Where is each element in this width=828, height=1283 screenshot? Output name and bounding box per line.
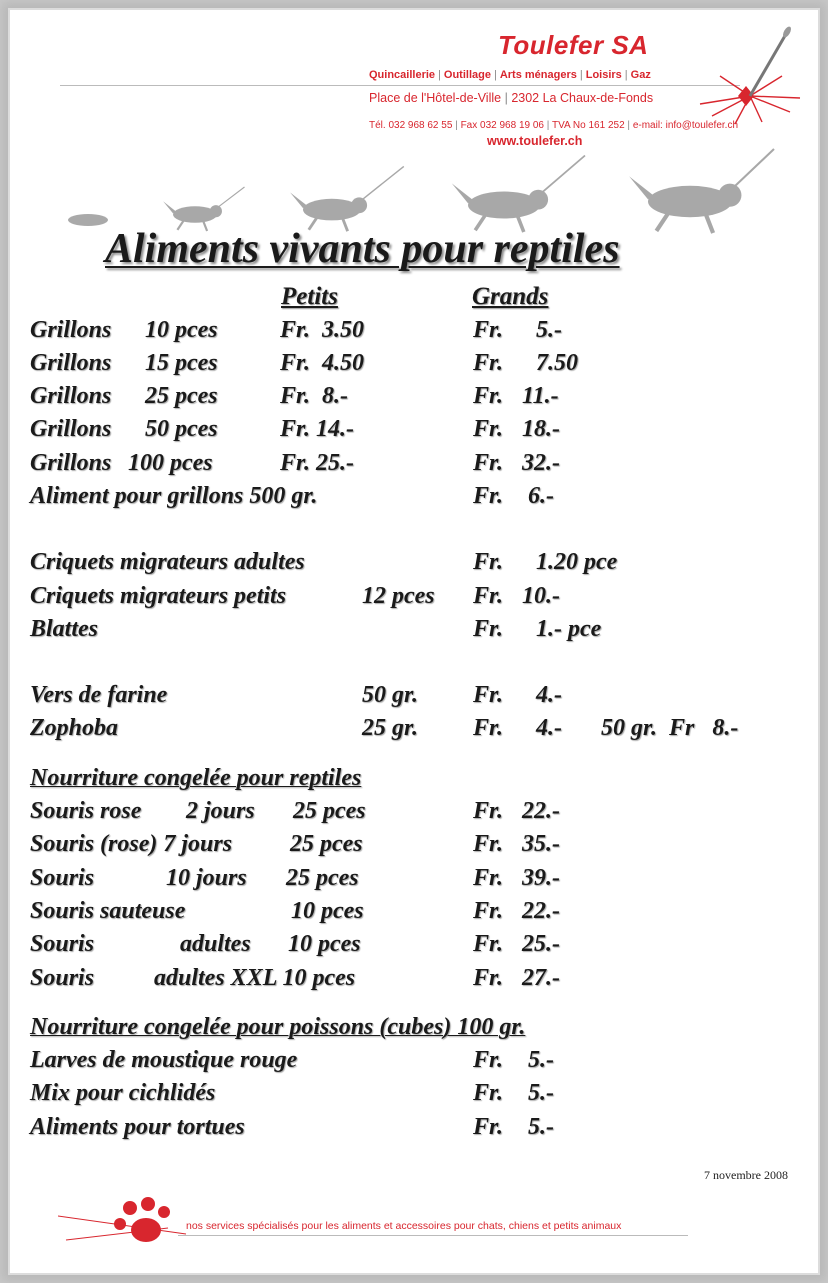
cricket-food-label: Aliment pour grillons 500 gr. — [30, 483, 318, 509]
table-row-label: Grillons — [30, 383, 112, 409]
table-row-currency: Fr. — [473, 965, 504, 991]
column-heading-small: Petits — [281, 283, 338, 310]
table-row-price-large: 32.- — [522, 450, 560, 476]
table-row-label: Souris — [30, 931, 95, 957]
cricket-food-currency: Fr. — [473, 483, 504, 509]
table-row-label: Grillons — [30, 450, 112, 476]
price-list-page — [8, 8, 820, 1275]
table-row-currency: Fr. — [473, 450, 504, 476]
table-row-currency: Fr. — [473, 350, 504, 376]
footer-tagline: nos services spécialisés pour les aliments et accessoires pour chats, chiens et petits animaux — [186, 1220, 622, 1232]
table-row-label: Souris sauteuse — [30, 898, 186, 924]
email: e-mail: info@toulefer.ch — [632, 120, 739, 131]
page-title: Aliments vivants pour reptiles — [105, 226, 620, 272]
table-row-currency: Fr. — [473, 383, 504, 409]
category-item: Arts ménagers — [499, 69, 577, 81]
table-row-currency: Fr. — [473, 549, 504, 575]
table-row-label: Souris rose — [30, 798, 142, 824]
table-row-currency: Fr. — [473, 831, 504, 857]
table-row-price-small: Fr. 8.- — [280, 383, 349, 409]
category-item: Loisirs — [585, 69, 622, 81]
table-row-price: 5.- — [528, 1080, 554, 1106]
table-row-price: 10.- — [522, 583, 560, 609]
table-row-price: 4.- — [536, 682, 562, 708]
table-row-label: Souris — [30, 965, 95, 991]
contact-line: Tél. 032 968 62 55 | Fax 032 968 19 06 | TVA No 161 252 | e-mail: info@toulefer.ch — [369, 120, 739, 131]
table-row-price: 22.- — [522, 798, 560, 824]
table-row-age: adultes — [180, 931, 251, 957]
website: www.toulefer.ch — [487, 134, 583, 148]
table-row-qty: 25 pces — [145, 383, 218, 409]
tva-number: TVA No 161 252 — [551, 120, 625, 131]
table-row-currency: Fr. — [473, 317, 504, 343]
table-row-label: Vers de farine — [30, 682, 168, 708]
table-row-price-large: 5.- — [536, 317, 562, 343]
table-row-currency: Fr. — [473, 931, 504, 957]
table-row-price-large: 7.50 — [536, 350, 578, 376]
company-name: Toulefer SA — [498, 30, 649, 60]
table-row-currency: Fr. — [473, 1080, 504, 1106]
table-row-price-small: Fr. 4.50 — [280, 350, 365, 376]
table-row-price: 22.- — [522, 898, 560, 924]
table-row-price: 5.- — [528, 1114, 554, 1140]
section-heading: Nourriture congelée pour poissons (cubes) 100 gr. — [30, 1014, 526, 1040]
table-row-qty: 50 gr. — [362, 682, 419, 708]
table-row-label: Grillons — [30, 317, 112, 343]
table-row-price-large: 11.- — [522, 383, 559, 409]
address: Place de l'Hôtel-de-Ville | 2302 La Chaux-de-Fonds — [369, 91, 654, 105]
table-row-price-small: Fr. 14.- — [280, 416, 355, 442]
table-row-currency: Fr. — [473, 1114, 504, 1140]
table-row-price: 39.- — [522, 865, 560, 891]
table-row-price-large: 18.- — [522, 416, 560, 442]
table-row-price: 27.- — [522, 965, 560, 991]
table-row-qty: 12 pces — [362, 583, 435, 609]
category-item: Quincaillerie — [369, 69, 436, 81]
table-row-currency: Fr. — [473, 865, 504, 891]
table-row-currency: Fr. — [473, 798, 504, 824]
table-row-label: Aliments pour tortues — [30, 1114, 245, 1140]
address-place: Place de l'Hôtel-de-Ville — [369, 91, 502, 105]
paw-print-logo-icon — [58, 1194, 188, 1254]
table-row-price-small: Fr. 25.- — [280, 450, 355, 476]
table-row-qty: 50 pces — [145, 416, 218, 442]
table-row-qty: 25 pces — [286, 865, 359, 891]
table-row-currency: Fr. — [473, 583, 504, 609]
table-row-currency: Fr. — [473, 416, 504, 442]
header-divider — [60, 85, 740, 86]
category-item: Gaz — [630, 69, 651, 81]
table-row-age: 10 jours — [166, 865, 247, 891]
section-heading: Nourriture congelée pour reptiles — [30, 765, 362, 791]
table-row-label: Grillons — [30, 350, 112, 376]
address-city: 2302 La Chaux-de-Fonds — [511, 91, 654, 105]
phone: Tél. 032 968 62 55 — [369, 120, 453, 131]
document-date: 7 novembre 2008 — [704, 1168, 788, 1182]
starburst-logo-icon — [690, 16, 808, 128]
table-row-price: 4.- — [536, 715, 562, 741]
table-row-price: 5.- — [528, 1047, 554, 1073]
fax: Fax 032 968 19 06 — [460, 120, 544, 131]
table-row-label: Criquets migrateurs adultes — [30, 549, 305, 575]
table-row-price: 1.20 pce — [536, 549, 618, 575]
table-row-extra-price: 50 gr. Fr 8.- — [601, 715, 739, 741]
category-item: Outillage — [443, 69, 491, 81]
table-row-price: 25.- — [522, 931, 560, 957]
table-row-age: 2 jours — [186, 798, 255, 824]
table-row-label: Grillons — [30, 416, 112, 442]
table-row-qty: 25 gr. — [362, 715, 419, 741]
column-heading-large: Grands — [472, 283, 549, 310]
table-row-qty: 15 pces — [145, 350, 218, 376]
table-row-qty: 100 pces — [128, 450, 213, 476]
table-row-price: 35.- — [522, 831, 560, 857]
table-row-currency: Fr. — [473, 715, 504, 741]
table-row-currency: Fr. — [473, 898, 504, 924]
table-row-qty: 10 pces — [145, 317, 218, 343]
table-row-currency: Fr. — [473, 1047, 504, 1073]
cricket-food-price: 6.- — [528, 483, 554, 509]
table-row-qty: 25 pces — [290, 831, 363, 857]
table-row-label: Souris — [30, 865, 95, 891]
table-row-label: Larves de moustique rouge — [30, 1047, 298, 1073]
table-row-qty: 25 pces — [293, 798, 366, 824]
table-row-price-small: Fr. 3.50 — [280, 317, 365, 343]
footer-divider — [178, 1235, 688, 1236]
category-list: Quincaillerie | Outillage | Arts ménagers | Loisirs | Gaz — [369, 69, 651, 81]
table-row-label: Mix pour cichlidés — [30, 1080, 216, 1106]
table-row-qty: 10 pces — [291, 898, 364, 924]
table-row-label: Zophoba — [30, 715, 119, 741]
table-row-price: 1.- pce — [536, 616, 602, 642]
table-row-currency: Fr. — [473, 616, 504, 642]
table-row-label: Souris (rose) 7 jours — [30, 831, 233, 857]
table-row-qty: 10 pces — [288, 931, 361, 957]
table-row-currency: Fr. — [473, 682, 504, 708]
table-row-label: Criquets migrateurs petits — [30, 583, 287, 609]
table-row-age: adultes XXL 10 pces — [154, 965, 356, 991]
table-row-label: Blattes — [30, 616, 99, 642]
